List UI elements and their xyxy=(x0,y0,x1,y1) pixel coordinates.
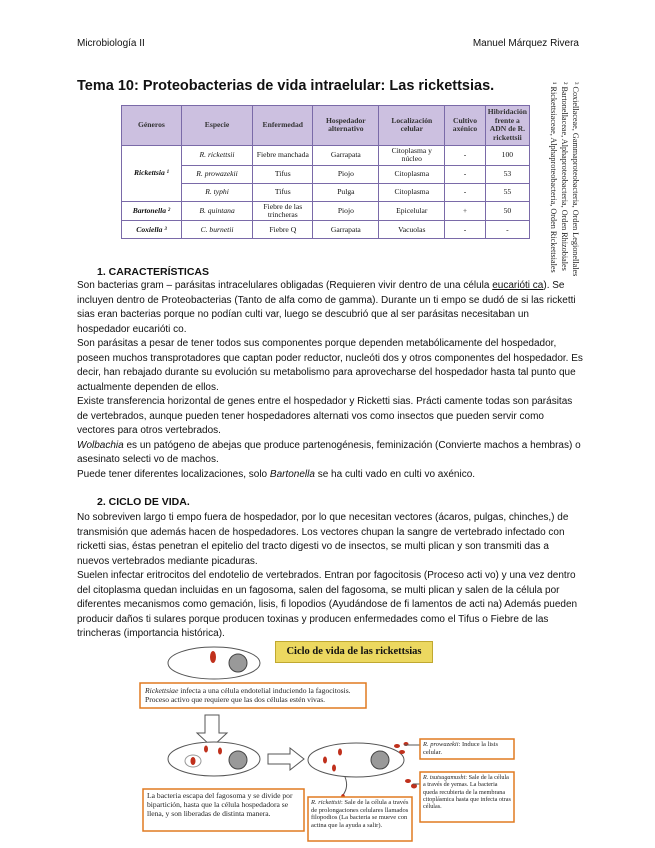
cell-culture: + xyxy=(445,201,485,221)
cell-culture: - xyxy=(445,183,485,201)
section-heading: 2. CICLO DE VIDA. xyxy=(97,496,190,508)
caption-text-1: Rickettsiae infecta a una célula endotelial induciendo la fagocitosis. Proceso activo que requiere que las dos células estén vivas. xyxy=(145,686,351,704)
cell-location: Citoplasma xyxy=(379,183,445,201)
cell-species: R. prowazekii xyxy=(181,165,252,183)
col-enfermedad: Enfermedad xyxy=(253,106,313,146)
page-title: Tema 10: Proteobacterias de vida intraelular: Las rickettsias. xyxy=(77,78,495,94)
cell-host: Piojo xyxy=(313,165,379,183)
bacterium-icon xyxy=(191,757,196,765)
caption-text-2: La bacteria escapa del fagosoma y se divide por bipartición, hasta que la célula hospedadora se llena, y son liberadas de distinta manera. xyxy=(147,791,293,818)
cell-host: Garrapata xyxy=(313,145,379,165)
cell-species: R. rickettsii xyxy=(181,145,252,165)
paragraph: Wolbachia es un patógeno de abejas que produce partenogénesis, feminización (Convierte machos a hembras) o asesinato selecti vo de machos. xyxy=(77,439,581,465)
cell-disease: Tifus xyxy=(253,165,313,183)
cell-hyb: 100 xyxy=(485,145,529,165)
footnote-1: ¹ Rickettsiaceae, Alphaproteobacteria, Orden Rickettsiales xyxy=(549,82,558,273)
header-author: Manuel Márquez Rivera xyxy=(472,38,579,49)
header-course: Microbiología II xyxy=(77,38,145,49)
caption-text-5: R. tsutsugamushi: Sale de la célula a través de yemas. La bacteria queda recubierta de la membrana citoplásmica hasta que infecta otras células. xyxy=(423,774,511,811)
paragraph: No sobreviven largo ti empo fuera de hospedador, por lo que necesitan vectores (ácaros, pulgas, chinches,) de transmisión que además hacen de hospedadores. Los vectores chupan la sangre de vertebrado infectado con ricketti sias, éstas penetran el epitelio del tracto digesti vo de insectos, se multi plican y son transmiti das a nuevos vertebrados mediante picaduras. xyxy=(77,512,569,567)
cell-hyb: - xyxy=(485,221,529,239)
cell-location: Epicelular xyxy=(379,201,445,221)
cell-culture: - xyxy=(445,145,485,165)
cell-species: C. burnetii xyxy=(181,221,252,239)
col-hospedador: Hospedador alternativo xyxy=(313,106,379,146)
cell-genus: Coxiella ³ xyxy=(122,221,182,239)
nucleus-icon xyxy=(371,751,389,769)
cell-location: Vacuolas xyxy=(379,221,445,239)
cell-disease: Tifus xyxy=(253,183,313,201)
cell-host: Garrapata xyxy=(313,221,379,239)
arrow-right-icon xyxy=(268,748,304,770)
cell-hyb: 53 xyxy=(485,165,529,183)
lysing-cell xyxy=(308,743,404,777)
cell-genus: Bartonella ² xyxy=(122,201,182,221)
col-cultivo: Cultivo axénico xyxy=(445,106,485,146)
cell-host: Piojo xyxy=(313,201,379,221)
section-heading: 1. CARACTERÍSTICAS xyxy=(97,266,210,278)
cell-culture: - xyxy=(445,221,485,239)
cell-location: Citoplasma xyxy=(379,165,445,183)
col-hibridacion: Hibridación frente a ADN de R. rickettsii xyxy=(485,106,529,146)
col-localizacion: Localización celular xyxy=(379,106,445,146)
cell-genus: Rickettsia ¹ xyxy=(122,145,182,201)
cell-disease: Fiebre manchada xyxy=(253,145,313,165)
diagram-title: Ciclo de vida de las rickettsias xyxy=(275,641,433,663)
cell-species: B. quintana xyxy=(181,201,252,221)
cell-host: Pulga xyxy=(313,183,379,201)
nucleus-icon xyxy=(229,751,247,769)
nucleus-icon xyxy=(229,654,247,672)
paragraph: Puede tener diferentes localizaciones, solo Bartonella se ha culti vado en culti vo axénico. xyxy=(77,468,476,480)
caption-text-4: R. prowazekii: Induce la lisis celular. xyxy=(423,741,499,756)
cell-disease: Fiebre de las trincheras xyxy=(253,201,313,221)
cell-hyb: 55 xyxy=(485,183,529,201)
cell-hyb: 50 xyxy=(485,201,529,221)
cell-species: R. typhi xyxy=(181,183,252,201)
col-especie: Especie xyxy=(181,106,252,146)
col-generos: Géneros xyxy=(122,106,182,146)
paragraph: Existe transferencia horizontal de genes entre el hospedador y Ricketti sias. Prácti camente todas son parásitas de vertebrados, aunque pueden tener hospedadores alternati vos como insectos que pueden servir como vectores para otros vertebrados. xyxy=(77,396,573,436)
paragraph: Suelen infectar eritrocitos del endotelio de vertebrados. Entran por fagocitosis (Proceso acti vo) y una vez dentro del citoplasma quedan incluidas en un fagosoma, salen del fagosoma, se multi plican y salen de la célula por diferentes mecanismos como gemación, lisis, fi lopodios (Ayudándose de fi lamentos de acti na) Además pueden producir daños ti sulares porque producen toxinas y producen enfermedades como el Tifus o Fiebre de las trincheras (importancia histórica). xyxy=(77,570,578,639)
cell-culture: - xyxy=(445,165,485,183)
caption-text-3: R. rickettsii: Sale de la célula a través de prolongaciones celulares llamados filopodios (La bacteria se mueve con actina que la ayuda a salir). xyxy=(311,799,409,829)
paragraph: Son bacterias gram – parásitas intracelulares obligadas (Requieren vivir dentro de una célula eucarióti ca). Se incluyen dentro de Proteobacterias (Tanto de alfa como de gamma). Durante un ti empo se dudó de si las ricketti sias eran bacterias porque no podían culti var, luego se descubrió que al ser parásitas necesitaban un hospedador eucarióti co. xyxy=(77,280,576,335)
cell-disease: Fiebre Q xyxy=(253,221,313,239)
footnote-2: ² Bartonellaceae, Alphaproteobacteria, Orden Rhizobiales xyxy=(560,82,569,271)
paragraph: Son parásitas a pesar de tener todos sus componentes porque dependen metabólicamente del hospedador, poseen muchos transprotadores que captan poder reductor, nucleóti dos y otros componentes del hospedador. Es decir, han rebajado durante su evolución su metabolismo para aprovecharse del hospedador hasta tal punto que actualmente dependen de ellos. xyxy=(77,338,583,393)
bacterium-icon xyxy=(210,651,216,663)
footnote-3: ³ Coxiellaceae, Gammaproteobacteria, Orden Legionellales xyxy=(571,82,580,277)
cell-location: Citoplasma y núcleo xyxy=(379,145,445,165)
